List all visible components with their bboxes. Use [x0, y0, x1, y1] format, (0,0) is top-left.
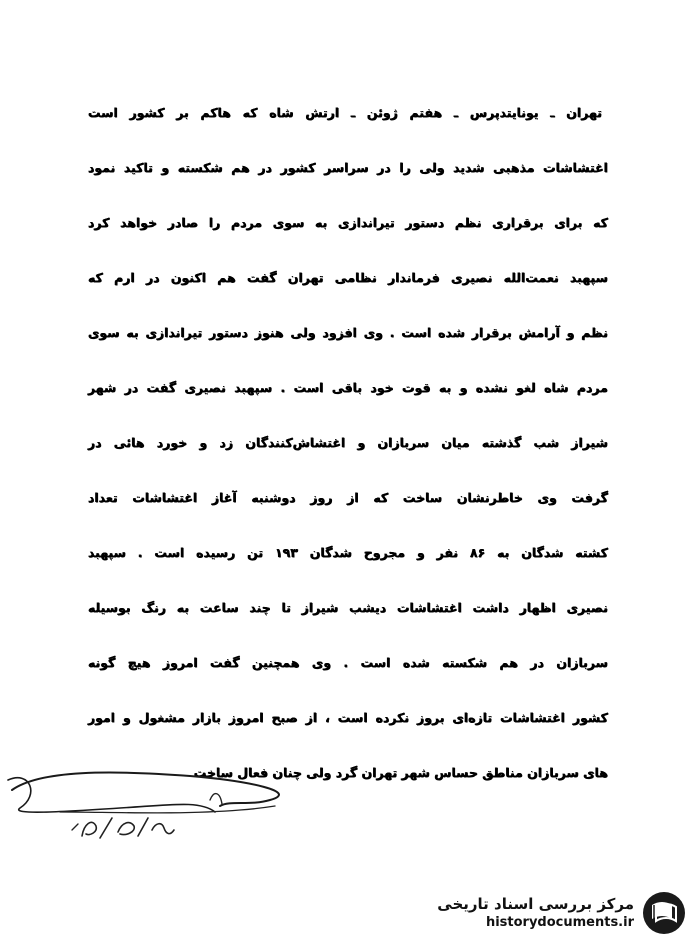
document-line: سپهبد نعمت‌الله نصیری فرماندار نظامی تهران گفت هم اکنون در ارم که	[88, 270, 608, 285]
document-line: تهران ـ یونایتدپرس ـ هفتم ژوئن ـ ارتش شاه که هاکم بر کشور است	[88, 105, 602, 120]
document-line: های سربازان مناطق حساس شهر تهران گرد ولی چنان فعال ساخت	[193, 765, 608, 780]
document-line: مردم شاه لغو نشده و به قوت خود باقی است . سپهبد نصیری گفت در شهر	[88, 380, 608, 395]
watermark-url[interactable]: historydocuments.ir	[485, 915, 634, 930]
document-line: کشته شدگان به ۸۶ نفر و مجروح شدگان ۱۹۳ تن رسیده است . سپهبد	[88, 545, 608, 560]
document-line: اغتشاشات مذهبی شدید ولی را در سراسر کشور در هم شکسته و تاکید نمود	[88, 160, 608, 175]
document-line: سربازان در هم شکسته شده است . وی همچنین گفت امروز هیچ گونه	[88, 655, 608, 670]
document-line: که برای برقراری نظم دستور تیراندازی به سوی مردم را صادر خواهد کرد	[88, 215, 608, 230]
document-line: گرفت وی خاطرنشان ساخت که از روز دوشنبه آغاز اغتشاشات تعداد	[88, 490, 608, 505]
watermark-text	[437, 894, 634, 932]
document-body	[88, 98, 608, 813]
document-line: شیراز شب گذشته میان سربازان و اغتشاش‌کنندگان زد و خورد هائی در	[88, 435, 608, 450]
book-icon	[642, 891, 686, 935]
watermark	[437, 891, 686, 935]
watermark-title: مرکز بررسی اسناد تاریخی	[437, 895, 634, 913]
document-line: نظم و آرامش برقرار شده است . وی افزود ولی هنوز دستور تیراندازی به سوی	[88, 325, 608, 340]
document-line: نصیری اظهار داشت اغتشاشات دیشب شیراز تا چند ساعت به رنگ بوسیله	[88, 600, 608, 615]
document-line: کشور اغتشاشات تازه‌ای بروز نکرده است ، از صبح امروز بازار مشغول و امور	[88, 710, 608, 725]
